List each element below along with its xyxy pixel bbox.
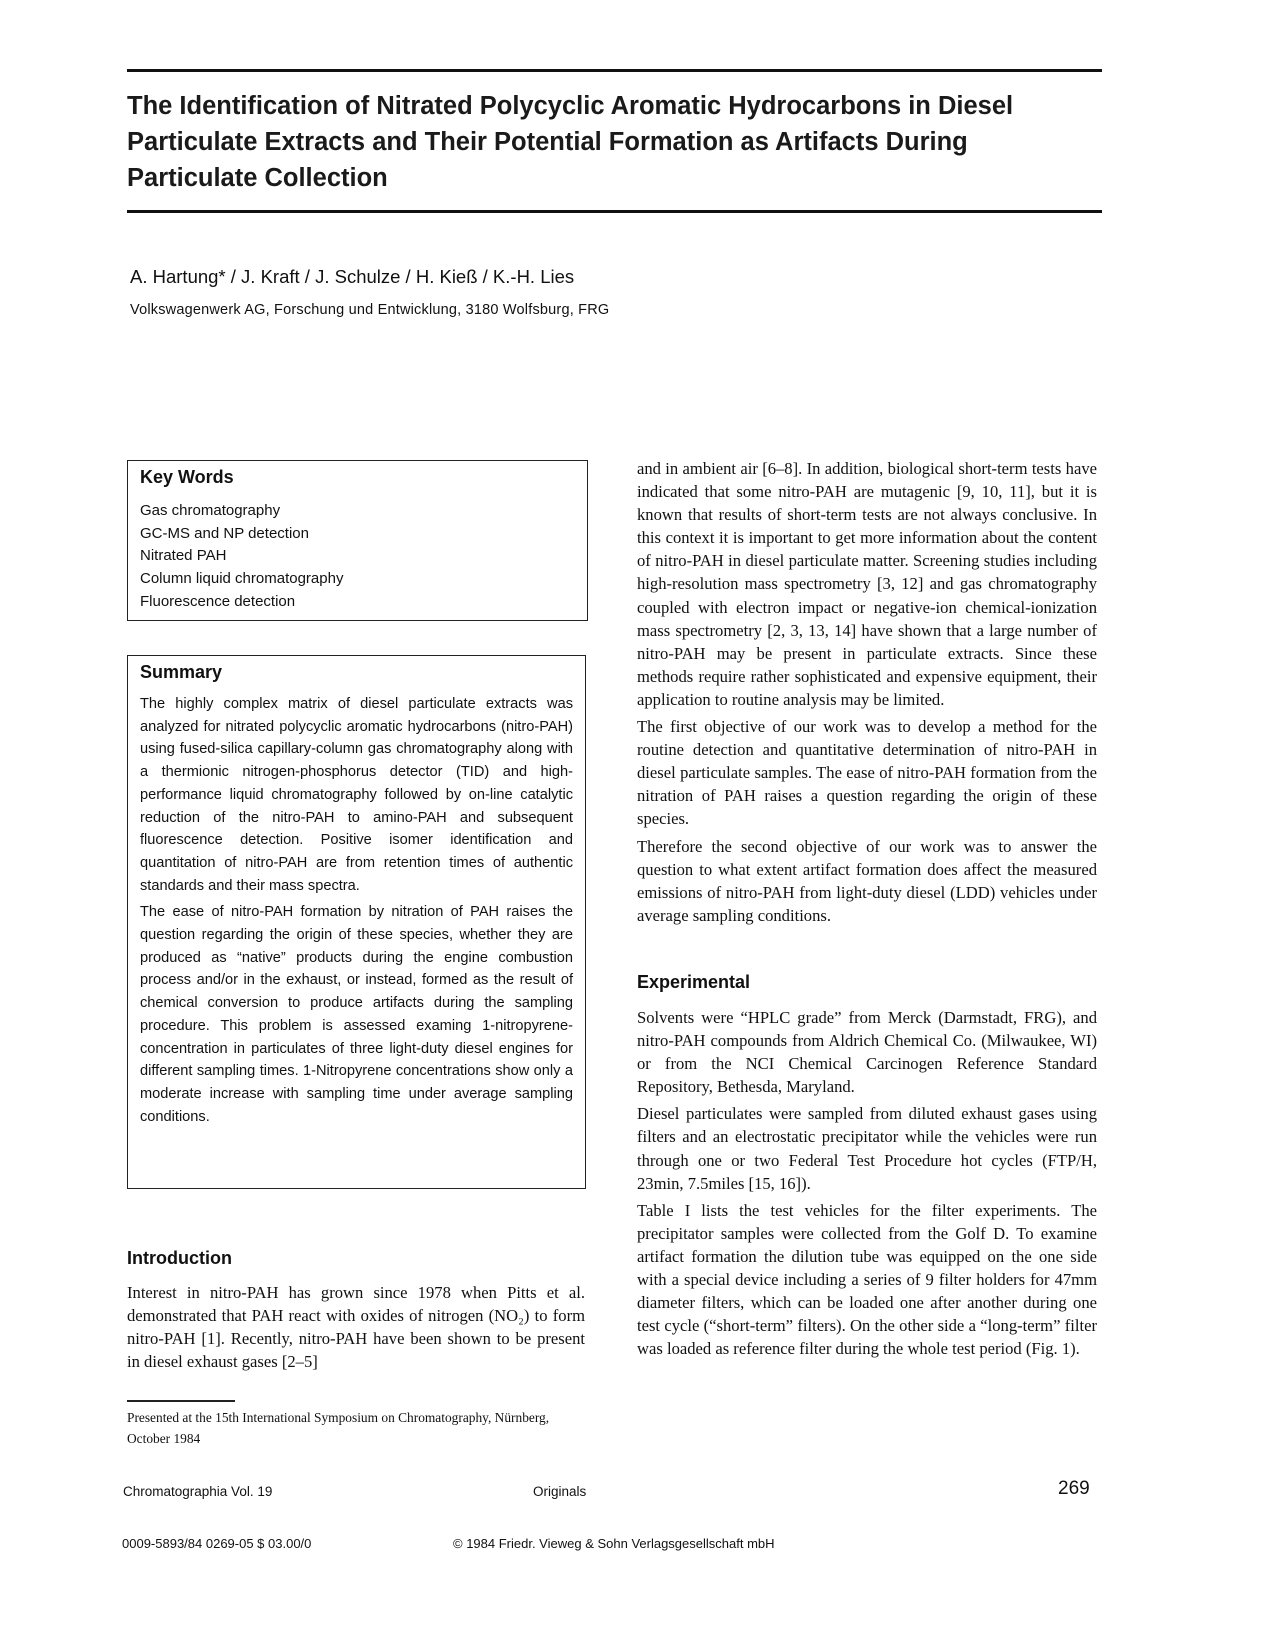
experimental-heading: Experimental xyxy=(637,971,751,992)
body-paragraph: and in ambient air [6–8]. In addition, biological short-term tests have indicated that some nitro-PAH are mutagenic [9, 10, 11], but it is known that results of short-term tests are not always conclusive. In this context it is important to get more information about the content of nitro-PAH in diesel particulate matter. Screening studies including high-resolution mass spectrometry [3, 12] and gas chromatography coupled with electron impact or negative-ion chemical-ionization mass spectrometry [2, 3, 13, 14] have shown that a large number of nitro-PAH may be present in particulate extracts. Since these methods require rather sophisticated and expensive equipment, their application to routine analysis may be limited. xyxy=(637,459,1097,709)
top-rule xyxy=(127,69,1102,72)
body-paragraph: Table I lists the test vehicles for the filter experiments. The precipitator samples were collected from the Golf D. To examine artifact formation the dilution tube was equipped on the one side with a special device including a series of 9 filter holders for 47mm diameter filters, which can be loaded one after another during one test cycle (“short-term” filters). On the other side a “long-term” filter was loaded as reference filter during the whole test period (Fig. 1). xyxy=(637,1200,1097,1359)
keywords-heading: Key Words xyxy=(140,467,234,487)
affiliation: Volkswagenwerk AG, Forschung und Entwicklung, 3180 Wolfsburg, FRG xyxy=(130,302,610,318)
journal-name: Chromatographia Vol. 19 xyxy=(123,1484,273,1499)
summary-box xyxy=(127,655,586,1189)
summary-paragraph: The ease of nitro-PAH formation by nitration of PAH raises the question regarding the origin of these species, whether they are produced as “native” products during the engine combustion process and/or in the exhaust, or instead, formed as the result of chemical conversion to produce artifacts during the sampling procedure. This problem is assessed examing 1-nitropyrene-concentration in particulates of three light-duty diesel engines for different sampling times. 1-Nitropyrene concentrations show only a moderate increase with sampling time under average sampling conditions. xyxy=(140,904,573,1125)
keyword: Column liquid chromatography xyxy=(140,570,344,588)
article-code: 0009-5893/84 0269-05 $ 03.00/0 xyxy=(122,1536,312,1551)
authors: A. Hartung* / J. Kraft / J. Schulze / H. Kieß / K.-H. Lies xyxy=(130,266,575,287)
keywords-box xyxy=(127,460,588,621)
keyword: Nitrated PAH xyxy=(140,547,227,565)
body-paragraph: Diesel particulates were sampled from diluted exhaust gases using filters and an electrostatic precipitator while the vehicles were run through one or two Federal Test Procedure hot cycles (FTP/H, 23min, 7.5miles [15, 16]). xyxy=(637,1104,1097,1193)
section-name: Originals xyxy=(533,1484,587,1499)
footnote: Presented at the 15th International Symposium on Chromatography, Nürnberg, October 1984 xyxy=(127,1410,550,1446)
paper-title: The Identification of Nitrated Polycyclic Aromatic Hydrocarbons in Diesel Particulate Extracts and Their Potential Formation as Artifacts During Particulate Collection xyxy=(127,92,1014,192)
keyword: Gas chromatography xyxy=(140,502,281,519)
introduction-text: Interest in nitro-PAH has grown since 1978 when Pitts et al. demonstrated that PAH react with oxides of nitrogen (NO₂) to form nitro-PAH [1]. Recently, nitro-PAH have been shown to be present in diesel exhaust gases [2–5] xyxy=(127,1283,585,1372)
body-paragraph: Therefore the second objective of our work was to answer the question to what extent artifact formation does affect the measured emissions of nitro-PAH from light-duty diesel (LDD) vehicles under average sampling conditions. xyxy=(637,836,1097,925)
title-bottom-rule xyxy=(127,210,1102,213)
keyword: Fluorescence detection xyxy=(140,592,296,610)
introduction-heading: Introduction xyxy=(127,1248,232,1268)
summary-heading: Summary xyxy=(140,662,223,682)
footnote-rule xyxy=(127,1400,235,1402)
keyword: GC-MS and NP detection xyxy=(140,524,309,542)
body-paragraph: Solvents were “HPLC grade” from Merck (Darmstadt, FRG), and nitro-PAH compounds from Aldrich Chemical Co. (Milwaukee, WI) or from the NCI Chemical Carcinogen Reference Standard Repository, Bethesda, Maryland. xyxy=(637,1007,1097,1097)
page-number: 269 xyxy=(1058,1478,1090,1499)
summary-paragraph: The highly complex matrix of diesel particulate extracts was analyzed for nitrated polycyclic aromatic hydrocarbons (nitro-PAH) using fused-silica capillary-column gas chromatography along with a thermionic nitrogen-phosphorus detector (TID) and high-performance liquid chromatography followed by on-line catalytic reduction of the nitro-PAH to amino-PAH and subsequent fluorescence detection. Positive isomer identification and quantitation of nitro-PAH are from retention times of authentic standards and their mass spectra. xyxy=(140,696,573,894)
right-column xyxy=(637,457,1097,1364)
copyright: © 1984 Friedr. Vieweg & Sohn Verlagsgesellschaft mbH xyxy=(453,1536,775,1551)
body-paragraph: The first objective of our work was to develop a method for the routine detection and quantitative determination of nitro-PAH in diesel particulate samples. The ease of nitro-PAH formation from the nitration of PAH raises a question regarding the origin of these species. xyxy=(637,717,1097,829)
